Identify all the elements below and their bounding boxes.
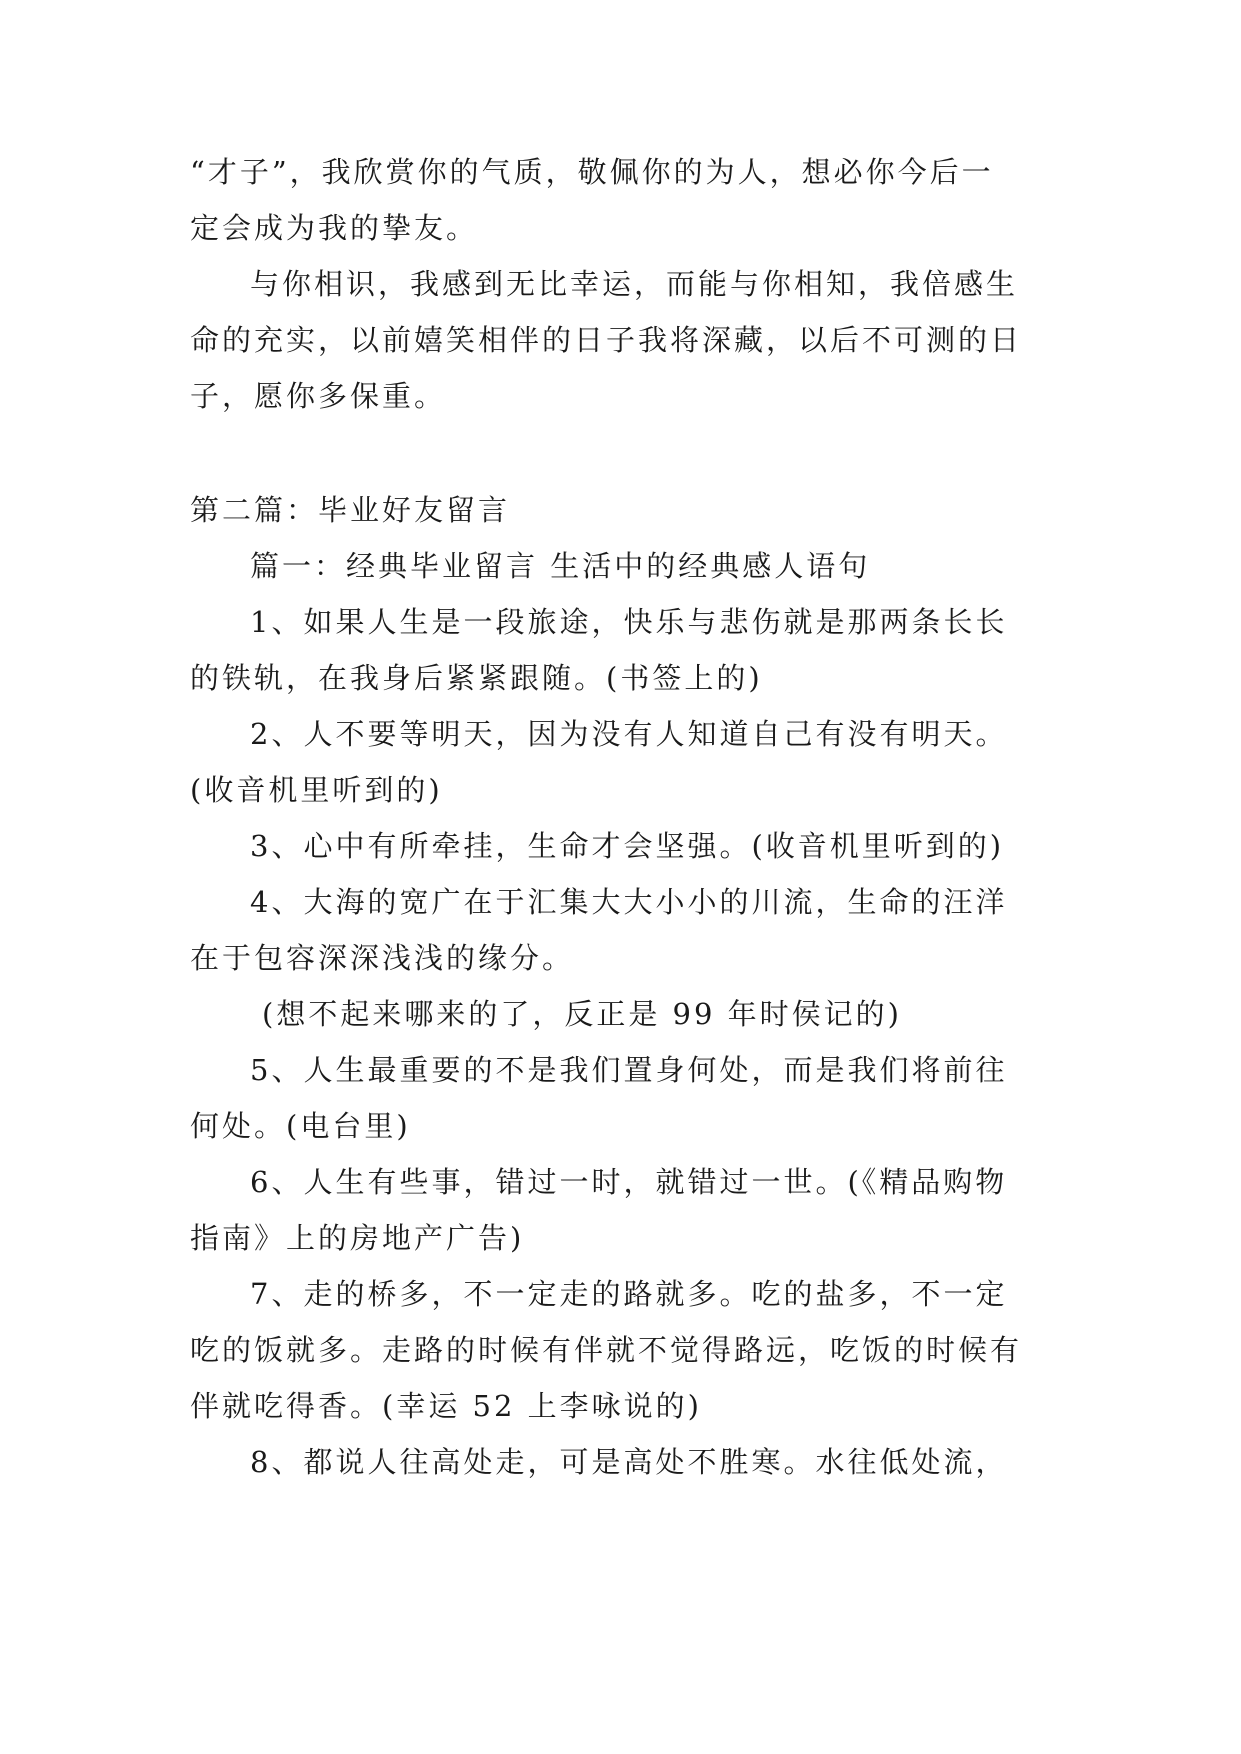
text-line: 指南》上的房地产广告)	[190, 1221, 525, 1255]
list-item: 2、人不要等明天，因为没有人知道自己有没有明天。	[250, 717, 1008, 751]
note-line: (想不起来哪来的了，反正是 99 年时侯记的)	[262, 997, 902, 1031]
list-item: 6、人生有些事，错过一时，就错过一世。(《精品购物	[250, 1165, 1008, 1199]
text-line: 伴就吃得香。(幸运 52 上李咏说的)	[190, 1389, 702, 1423]
list-item: 3、心中有所牵挂，生命才会坚强。(收音机里听到的)	[250, 829, 1005, 863]
list-item: 5、人生最重要的不是我们置身何处，而是我们将前往	[250, 1053, 1008, 1087]
list-item: 7、走的桥多，不一定走的路就多。吃的盐多，不一定	[250, 1277, 1008, 1311]
text-line: 定会成为我的挚友。	[190, 211, 479, 245]
text-line: 在于包容深深浅浅的缘分。	[190, 941, 575, 975]
text-line: 何处。(电台里)	[190, 1109, 411, 1143]
section-heading: 第二篇：毕业好友留言	[190, 493, 511, 527]
subsection-heading: 篇一：经典毕业留言 生活中的经典感人语句	[250, 549, 871, 583]
list-item: 8、都说人往高处走，可是高处不胜寒。水往低处流，	[250, 1445, 1008, 1479]
text-line: “才子”，我欣赏你的气质，敬佩你的为人，想必你今后一	[190, 155, 994, 189]
text-line: (收音机里听到的)	[190, 773, 443, 807]
paragraph-start: 与你相识，我感到无比幸运，而能与你相知，我倍感生	[250, 267, 1019, 301]
text-line: 的铁轨，在我身后紧紧跟随。(书签上的)	[190, 661, 763, 695]
list-item: 1、如果人生是一段旅途，快乐与悲伤就是那两条长长	[250, 605, 1008, 639]
text-line: 子，愿你多保重。	[190, 379, 447, 413]
list-item: 4、大海的宽广在于汇集大大小小的川流，生命的汪洋	[250, 885, 1008, 919]
text-line: 命的充实，以前嬉笑相伴的日子我将深藏，以后不可测的日	[190, 323, 1023, 357]
text-line: 吃的饭就多。走路的时候有伴就不觉得路远，吃饭的时候有	[190, 1333, 1023, 1367]
